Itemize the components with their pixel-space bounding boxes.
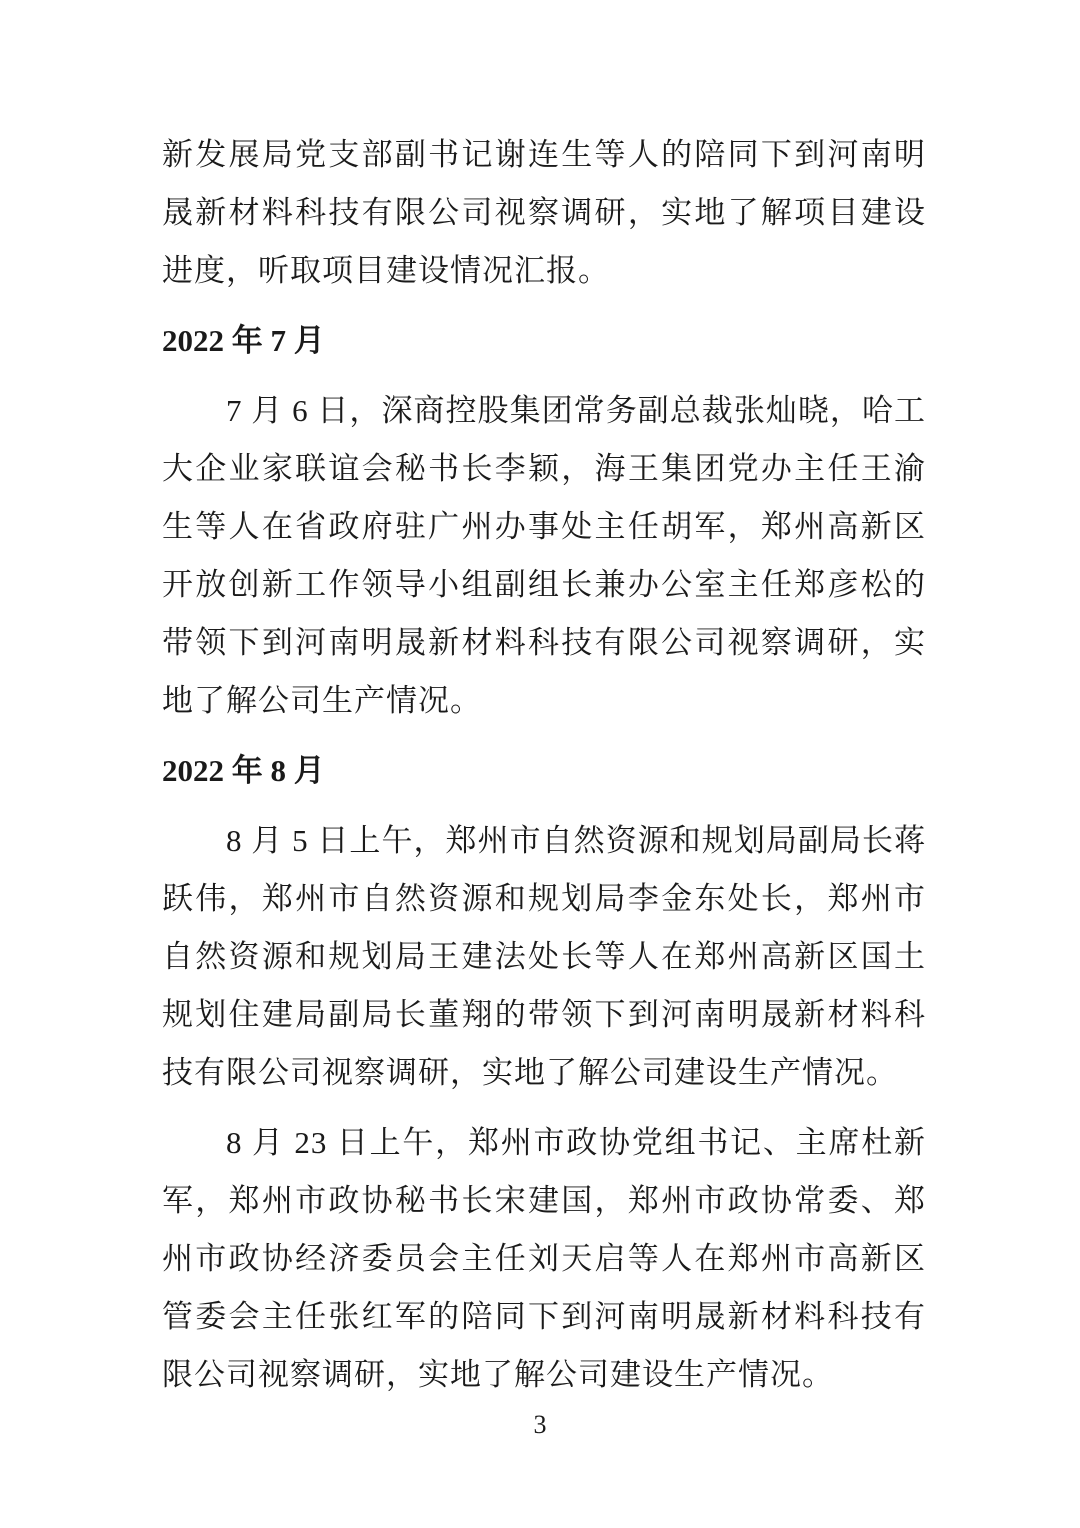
paragraph-continuation: 新发展局党支部副书记谢连生等人的陪同下到河南明晟新材料科技有限公司视察调研，实地了解项目建设进度，听取项目建设情况汇报。 — [162, 137, 926, 288]
document-body — [162, 126, 926, 1416]
paragraph-august-23: 8 月 23 日上午，郑州市政协党组书记、主席杜新军，郑州市政协秘书长宋建国，郑州市政协常委、郑州市政协经济委员会主任刘天启等人在郑州市高新区管委会主任张红军的陪同下到河南明晟新材料科技有限公司视察调研，实地了解公司建设生产情况。 — [162, 1125, 926, 1392]
paragraph-july-6: 7 月 6 日，深商控股集团常务副总裁张灿晓，哈工大企业家联谊会秘书长李颖，海王集团党办主任王渝生等人在省政府驻广州办事处主任胡军，郑州高新区开放创新工作领导小组副组长兼办公室主任郑彦松的带领下到河南明晟新材料科技有限公司视察调研，实地了解公司生产情况。 — [162, 393, 926, 718]
section-heading-2022-08: 2022 年 8 月 — [162, 753, 325, 788]
section-heading-2022-07: 2022 年 7 月 — [162, 323, 325, 358]
page-number: 3 — [533, 1410, 547, 1439]
paragraph-august-5: 8 月 5 日上午，郑州市自然资源和规划局副局长蒋跃伟，郑州市自然资源和规划局李金东处长，郑州市自然资源和规划局王建法处长等人在郑州高新区国土规划住建局副局长董翔的带领下到河南明晟新材料科技有限公司视察调研，实地了解公司建设生产情况。 — [162, 823, 926, 1090]
